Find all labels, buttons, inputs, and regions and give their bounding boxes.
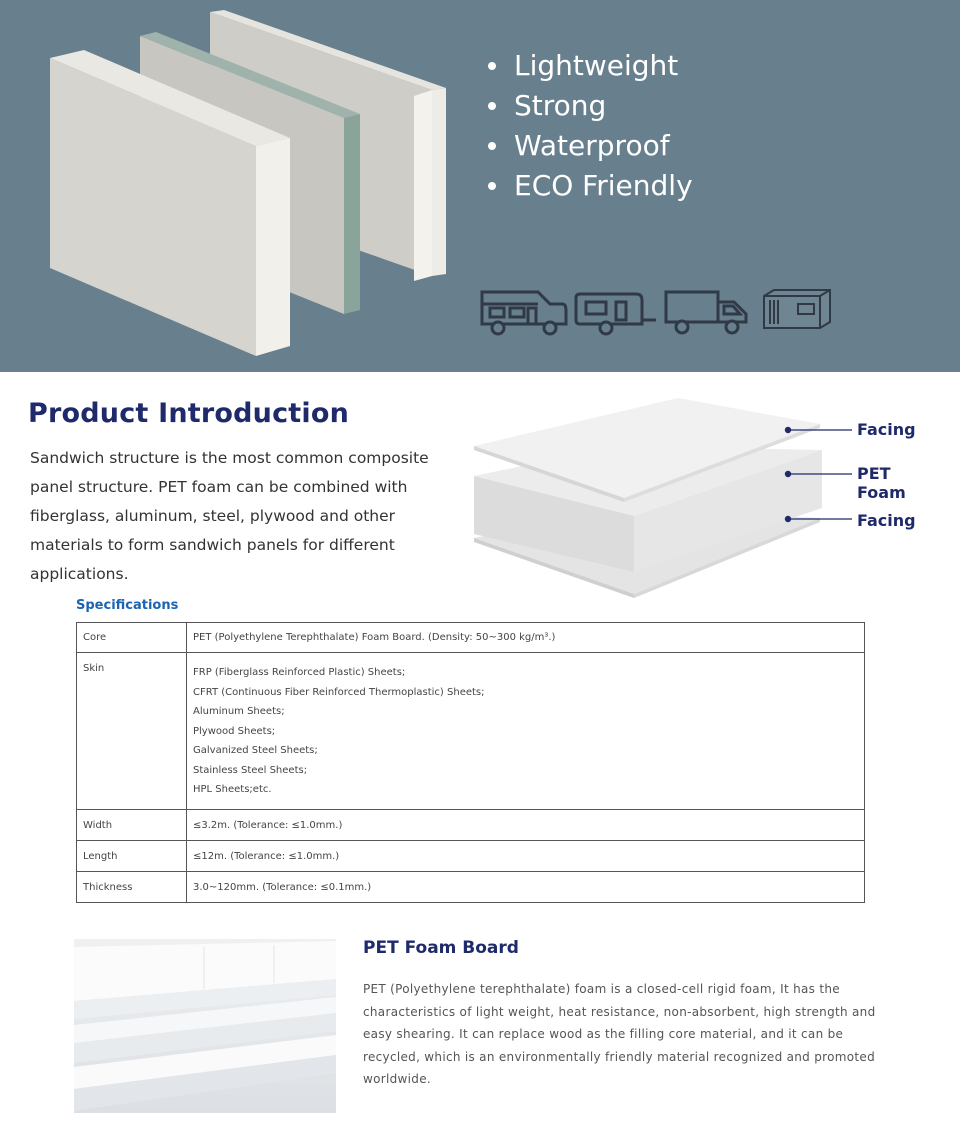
spec-label: Width [77, 810, 187, 841]
spec-value: 3.0~120mm. (Tolerance: ≤0.1mm.) [187, 872, 865, 903]
table-row [77, 872, 865, 903]
intro-title: Product Introduction [28, 398, 350, 429]
specifications-table [76, 622, 865, 903]
pet-foam-board-image [74, 939, 336, 1113]
table-row [77, 810, 865, 841]
skin-option: FRP (Fiberglass Reinforced Plastic) Sheets; [193, 667, 406, 678]
layer-label-top-facing: Facing [857, 420, 916, 439]
skin-option: HPL Sheets;etc. [193, 784, 272, 795]
container-icon [754, 284, 846, 338]
feature-item: Waterproof [486, 126, 693, 166]
spec-label: Core [77, 623, 187, 653]
intro-paragraph: Sandwich structure is the most common composite panel structure. PET foam can be combined with fiberglass, aluminum, steel, plywood and other materials to form sandwich panels for different applications. [30, 449, 429, 583]
hero-banner [0, 0, 960, 372]
skin-option: CFRT (Continuous Fiber Reinforced Thermoplastic) Sheets; [193, 686, 485, 698]
layer-label-pet-foam: PET Foam [857, 464, 906, 502]
table-row [77, 841, 865, 872]
skin-option: Stainless Steel Sheets; [193, 764, 308, 776]
table-row [77, 623, 865, 653]
motorhome-icon [478, 284, 570, 338]
feature-item: Strong [486, 86, 693, 126]
skin-option: Aluminum Sheets; [193, 706, 285, 717]
feature-item: ECO Friendly [486, 166, 693, 206]
feature-item: Lightweight [486, 46, 693, 86]
spec-value: ≤12m. (Tolerance: ≤1.0mm.) [187, 841, 865, 872]
spec-label: Thickness [77, 872, 187, 903]
spec-value: ≤3.2m. (Tolerance: ≤1.0mm.) [187, 810, 865, 841]
spec-label: Skin [77, 653, 187, 810]
bullet-icon [488, 142, 496, 150]
spec-value [187, 653, 865, 810]
feature-list [486, 46, 693, 206]
bullet-icon [488, 62, 496, 70]
spec-label: Length [77, 841, 187, 872]
vehicle-icons [478, 284, 846, 338]
truck-icon [662, 284, 754, 338]
bullet-icon [488, 102, 496, 110]
sandwich-panels-image [0, 0, 460, 372]
pet-foam-board-description: PET (Polyethylene terephthalate) foam is a closed-cell rigid foam, It has the characteristics of light weight, heat resistance, non-absorbent, high strength and easy shearing. It can replace wood as the filling core material, and it can be recycled, which is an environmentally friendly material recognized and promoted worldwide. [363, 982, 876, 1086]
specifications-title: Specifications [76, 598, 179, 613]
table-row [77, 653, 865, 810]
skin-option: Galvanized Steel Sheets; [193, 745, 318, 756]
bullet-icon [488, 182, 496, 190]
caravan-icon [570, 284, 662, 338]
pet-foam-board-title: PET Foam Board [363, 938, 519, 958]
layer-label-bottom-facing: Facing [857, 511, 916, 530]
spec-value: PET (Polyethylene Terephthalate) Foam Board. (Density: 50~300 kg/m³.) [187, 623, 865, 653]
skin-option: Plywood Sheets; [193, 725, 276, 737]
